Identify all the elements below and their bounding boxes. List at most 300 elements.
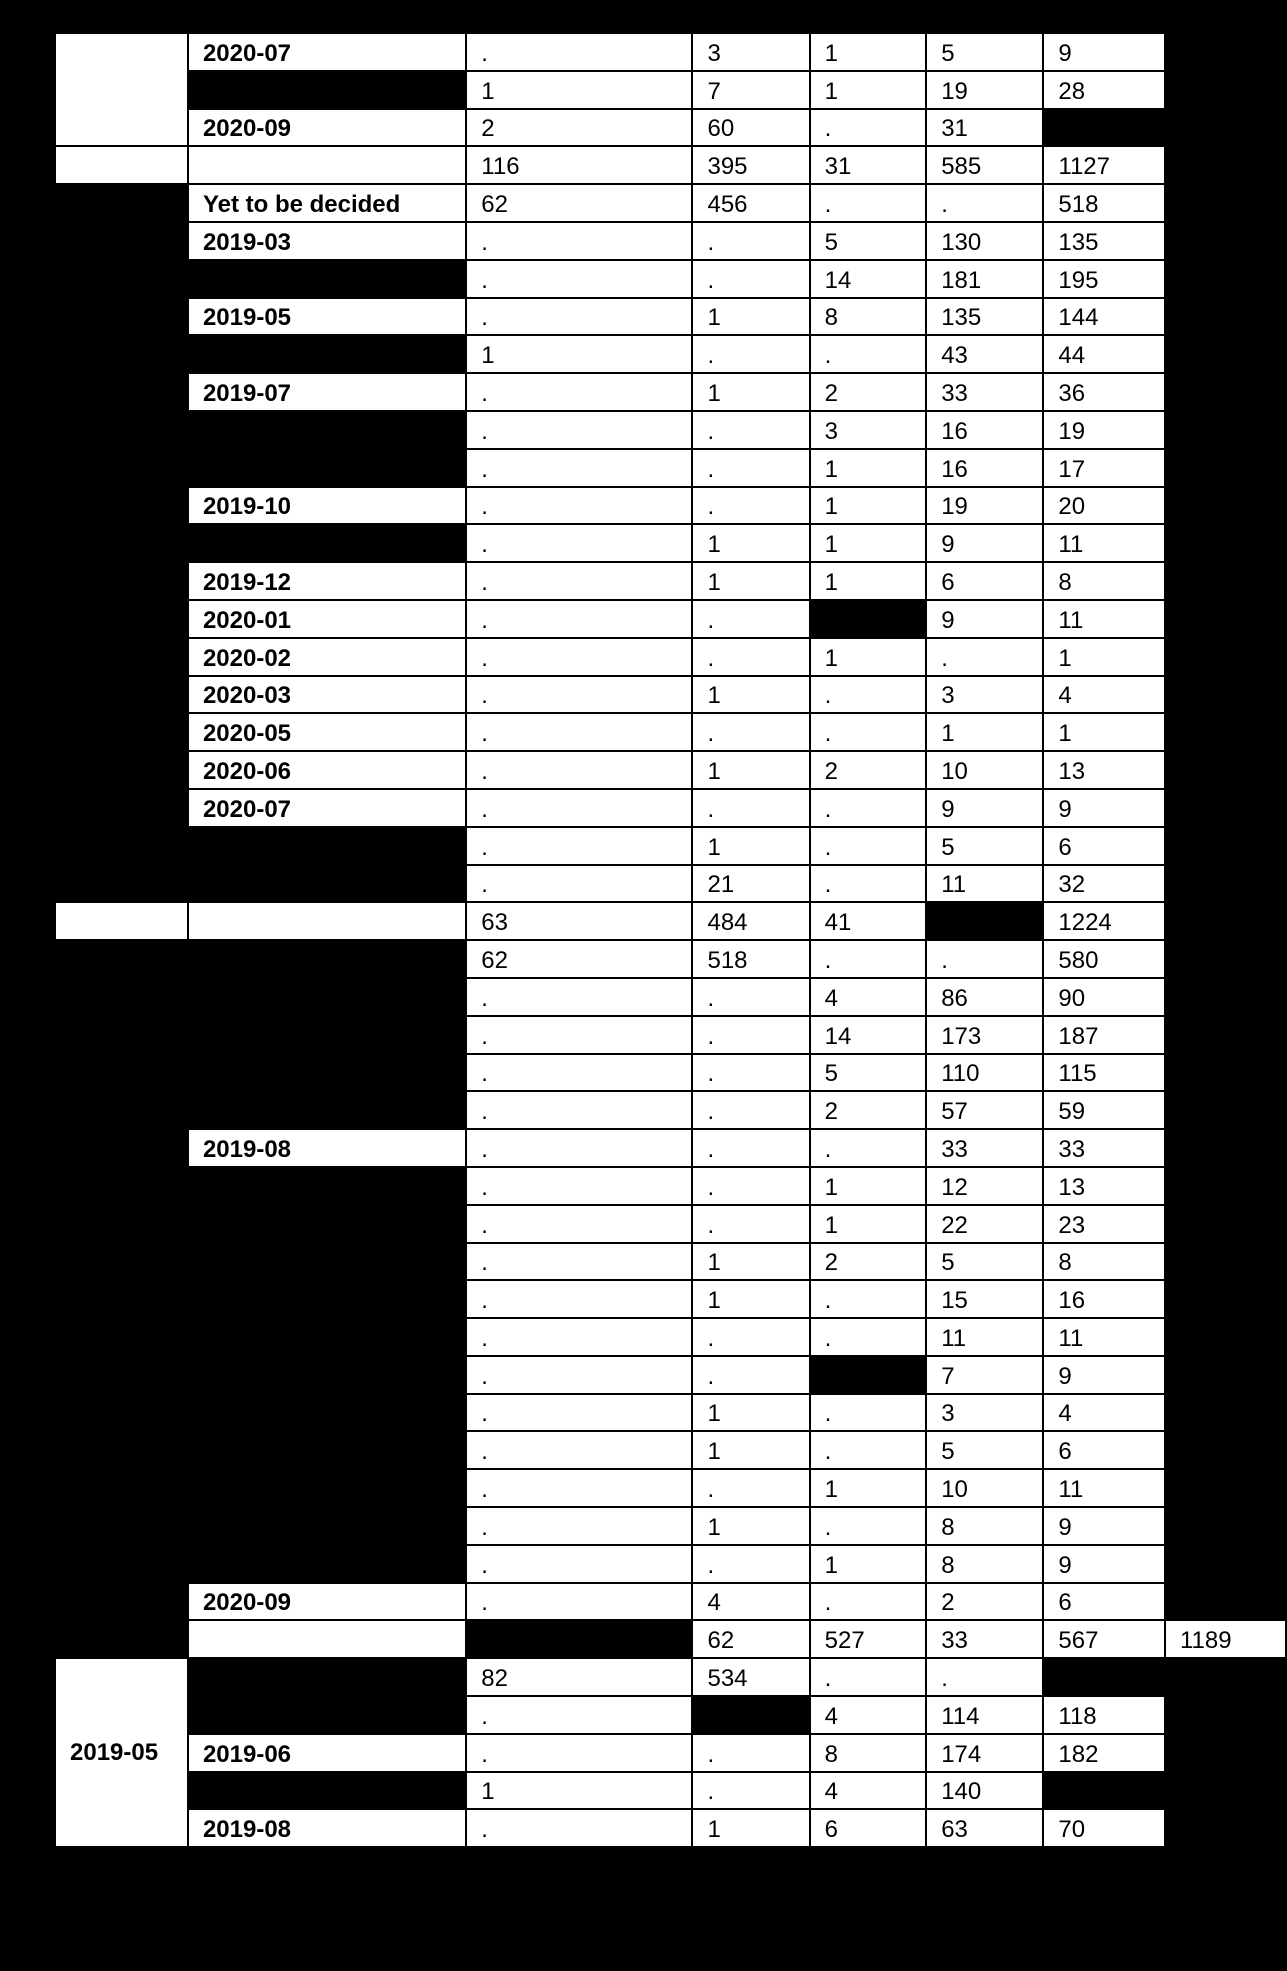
row-label: 2019-12 — [188, 562, 466, 600]
value-cell: 28 — [1043, 71, 1165, 109]
value-cell: 33 — [926, 1620, 1043, 1658]
table-row — [55, 940, 1286, 978]
value-cell — [810, 600, 927, 638]
table-row — [55, 184, 1286, 222]
value-cell: 44 — [1043, 335, 1165, 373]
value-cell: 456 — [692, 184, 809, 222]
table-row — [55, 411, 1286, 449]
value-cell: 1 — [810, 562, 927, 600]
value-cell: 4 — [1043, 676, 1165, 714]
value-cell: 4 — [1043, 1394, 1165, 1432]
value-cell: . — [810, 827, 927, 865]
value-cell: 110 — [926, 1054, 1043, 1092]
table-row — [55, 1772, 1286, 1810]
value-cell: 8 — [926, 1507, 1043, 1545]
row-label: 2019-05 — [188, 298, 466, 336]
value-cell: 2 — [466, 109, 692, 147]
value-cell: 1189 — [1165, 1620, 1286, 1658]
value-cell: 16 — [1043, 1280, 1165, 1318]
row-label — [188, 1243, 466, 1281]
value-cell: 12 — [926, 1167, 1043, 1205]
value-cell: . — [692, 1167, 809, 1205]
value-cell: 31 — [810, 146, 927, 184]
value-cell: 1 — [810, 33, 927, 71]
row-label — [188, 1394, 466, 1432]
value-cell: . — [692, 600, 809, 638]
value-cell: . — [692, 449, 809, 487]
row-label — [188, 71, 466, 109]
value-cell: 5 — [926, 1431, 1043, 1469]
value-cell: 63 — [926, 1809, 1043, 1847]
value-cell: 11 — [1043, 1318, 1165, 1356]
value-cell: . — [466, 1129, 692, 1167]
table-row — [55, 1809, 1286, 1847]
value-cell: 580 — [1043, 940, 1165, 978]
value-cell: . — [466, 1734, 692, 1772]
value-cell: 6 — [1043, 1583, 1165, 1621]
value-cell: . — [692, 1734, 809, 1772]
row-label — [188, 449, 466, 487]
value-cell: 585 — [926, 146, 1043, 184]
value-cell: 3 — [810, 411, 927, 449]
value-cell: 118 — [1043, 1696, 1165, 1734]
value-cell: 11 — [926, 865, 1043, 903]
table-row — [55, 827, 1286, 865]
value-cell: . — [466, 1356, 692, 1394]
row-label — [188, 1318, 466, 1356]
row-label — [188, 827, 466, 865]
value-cell: 6 — [810, 1809, 927, 1847]
value-cell: . — [692, 789, 809, 827]
table-row — [55, 373, 1286, 411]
value-cell: 144 — [1043, 298, 1165, 336]
table-row — [55, 1734, 1286, 1772]
value-cell: . — [926, 184, 1043, 222]
value-cell: 31 — [926, 109, 1043, 147]
row-label — [188, 1205, 466, 1243]
row-label: 2020-07 — [188, 33, 466, 71]
row-label — [188, 1696, 466, 1734]
value-cell: 1 — [810, 1167, 927, 1205]
table-row — [55, 1469, 1286, 1507]
row-label: 2020-06 — [188, 751, 466, 789]
value-cell: 15 — [926, 1280, 1043, 1318]
value-cell: 9 — [1043, 789, 1165, 827]
value-cell: 395 — [692, 146, 809, 184]
value-cell — [926, 902, 1043, 940]
value-cell — [692, 1696, 809, 1734]
value-cell: 187 — [1043, 1016, 1165, 1054]
value-cell: 1 — [810, 524, 927, 562]
value-cell: 33 — [1043, 1129, 1165, 1167]
value-cell: . — [692, 638, 809, 676]
value-cell: . — [466, 260, 692, 298]
value-cell: . — [810, 865, 927, 903]
value-cell: . — [466, 1016, 692, 1054]
row-label — [188, 1658, 466, 1696]
table-row — [55, 524, 1286, 562]
value-cell: 82 — [466, 1658, 692, 1696]
value-cell: 16 — [926, 411, 1043, 449]
value-cell: 1 — [692, 373, 809, 411]
table-row — [55, 146, 1286, 184]
value-cell: 17 — [1043, 449, 1165, 487]
row-label — [188, 1167, 466, 1205]
row-label — [188, 1356, 466, 1394]
value-cell: 6 — [926, 562, 1043, 600]
value-cell: . — [692, 1016, 809, 1054]
row-label — [188, 1054, 466, 1092]
table-row — [55, 33, 1286, 71]
value-cell: 21 — [692, 865, 809, 903]
value-cell: 10 — [926, 751, 1043, 789]
value-cell: 7 — [692, 71, 809, 109]
row-label — [188, 902, 466, 940]
value-cell: . — [466, 676, 692, 714]
value-cell: 5 — [810, 1054, 927, 1092]
value-cell: . — [466, 1280, 692, 1318]
row-label: 2020-09 — [188, 1583, 466, 1621]
row-label: 2020-03 — [188, 676, 466, 714]
table-row — [55, 1658, 1286, 1696]
table-row — [55, 1394, 1286, 1432]
value-cell: . — [466, 1091, 692, 1129]
value-cell: . — [926, 940, 1043, 978]
table-row — [55, 638, 1286, 676]
value-cell: 4 — [810, 978, 927, 1016]
value-cell: 2 — [926, 1583, 1043, 1621]
value-cell: 3 — [926, 1394, 1043, 1432]
value-cell: 41 — [810, 902, 927, 940]
value-cell: 6 — [1043, 827, 1165, 865]
value-cell: 1127 — [1043, 146, 1165, 184]
table-row — [55, 562, 1286, 600]
value-cell: . — [466, 1507, 692, 1545]
value-cell: . — [810, 1280, 927, 1318]
value-cell: . — [466, 1167, 692, 1205]
value-cell: 22 — [926, 1205, 1043, 1243]
value-cell: 8 — [810, 1734, 927, 1772]
value-cell: 86 — [926, 978, 1043, 1016]
value-cell: . — [810, 109, 927, 147]
value-cell: . — [466, 1583, 692, 1621]
value-cell: 484 — [692, 902, 809, 940]
value-cell: 116 — [466, 146, 692, 184]
value-cell — [1043, 109, 1165, 147]
table-row — [55, 1091, 1286, 1129]
value-cell: 60 — [692, 109, 809, 147]
row-label — [188, 146, 466, 184]
table-row — [55, 487, 1286, 525]
value-cell: . — [466, 1431, 692, 1469]
value-cell: 1 — [1043, 713, 1165, 751]
value-cell: 11 — [1043, 1469, 1165, 1507]
value-cell: . — [466, 1545, 692, 1583]
table-row — [55, 1167, 1286, 1205]
table-row — [55, 1507, 1286, 1545]
value-cell: . — [466, 600, 692, 638]
value-cell: . — [692, 713, 809, 751]
value-cell: 1 — [810, 487, 927, 525]
value-cell: . — [810, 789, 927, 827]
value-cell: 1 — [466, 71, 692, 109]
value-cell: . — [466, 562, 692, 600]
row-label — [188, 1016, 466, 1054]
row-label — [188, 1280, 466, 1318]
value-cell: 6 — [1043, 1431, 1165, 1469]
value-cell: 9 — [926, 789, 1043, 827]
value-cell: . — [692, 411, 809, 449]
table-row — [55, 713, 1286, 751]
value-cell: . — [466, 638, 692, 676]
row-label: 2019-03 — [188, 222, 466, 260]
value-cell: 1 — [692, 562, 809, 600]
value-cell: 2 — [810, 1091, 927, 1129]
value-cell: 115 — [1043, 1054, 1165, 1092]
value-cell: . — [692, 1129, 809, 1167]
value-cell: 14 — [810, 1016, 927, 1054]
data-table — [54, 32, 1287, 1848]
value-cell: . — [692, 335, 809, 373]
value-cell: 1 — [692, 827, 809, 865]
value-cell: . — [810, 1394, 927, 1432]
value-cell — [1043, 1658, 1165, 1696]
table-row — [55, 865, 1286, 903]
value-cell: . — [466, 789, 692, 827]
value-cell: . — [810, 1431, 927, 1469]
value-cell: 13 — [1043, 751, 1165, 789]
value-cell: 1 — [692, 298, 809, 336]
table-row — [55, 109, 1286, 147]
value-cell: 33 — [926, 373, 1043, 411]
value-cell: 1 — [810, 1469, 927, 1507]
value-cell: 16 — [926, 449, 1043, 487]
row-label: 2019-06 — [188, 1734, 466, 1772]
row-label — [188, 335, 466, 373]
value-cell: 195 — [1043, 260, 1165, 298]
value-cell: 1 — [692, 676, 809, 714]
row-label: Yet to be decided — [188, 184, 466, 222]
row-label: 2020-05 — [188, 713, 466, 751]
row-label — [466, 1620, 692, 1658]
table-row — [55, 1696, 1286, 1734]
value-cell: 7 — [926, 1356, 1043, 1394]
value-cell: . — [466, 411, 692, 449]
table-row — [55, 1356, 1286, 1394]
value-cell: 9 — [1043, 1356, 1165, 1394]
group-cell — [55, 184, 188, 902]
value-cell: 1 — [810, 638, 927, 676]
value-cell: . — [810, 1129, 927, 1167]
value-cell: 534 — [692, 1658, 809, 1696]
value-cell: 4 — [810, 1772, 927, 1810]
value-cell: 9 — [926, 524, 1043, 562]
value-cell: 19 — [1043, 411, 1165, 449]
row-label — [188, 865, 466, 903]
value-cell: 90 — [1043, 978, 1165, 1016]
value-cell: . — [466, 1696, 692, 1734]
value-cell: 32 — [1043, 865, 1165, 903]
table-row — [55, 449, 1286, 487]
group-cell — [55, 940, 188, 1658]
row-label — [188, 1469, 466, 1507]
value-cell: . — [692, 1091, 809, 1129]
value-cell: 182 — [1043, 1734, 1165, 1772]
table-row — [55, 676, 1286, 714]
value-cell: 8 — [1043, 1243, 1165, 1281]
value-cell: 1224 — [1043, 902, 1165, 940]
table-row — [55, 600, 1286, 638]
value-cell: 9 — [1043, 33, 1165, 71]
value-cell: . — [692, 1205, 809, 1243]
value-cell: . — [466, 524, 692, 562]
value-cell: 135 — [926, 298, 1043, 336]
value-cell — [1043, 1772, 1165, 1810]
value-cell: . — [926, 638, 1043, 676]
value-cell: 57 — [926, 1091, 1043, 1129]
value-cell: 43 — [926, 335, 1043, 373]
value-cell: 1 — [692, 1280, 809, 1318]
table-row — [55, 902, 1286, 940]
value-cell: . — [466, 487, 692, 525]
row-label — [188, 1507, 466, 1545]
group-cell: 2019-05 — [55, 1658, 188, 1847]
value-cell: . — [466, 865, 692, 903]
value-cell: 130 — [926, 222, 1043, 260]
value-cell: 181 — [926, 260, 1043, 298]
value-cell: . — [692, 1772, 809, 1810]
value-cell: 1 — [692, 1809, 809, 1847]
value-cell: 8 — [810, 298, 927, 336]
value-cell: 2 — [810, 373, 927, 411]
value-cell: . — [692, 1054, 809, 1092]
value-cell: 173 — [926, 1016, 1043, 1054]
value-cell: 62 — [466, 940, 692, 978]
table-row — [55, 1545, 1286, 1583]
value-cell: . — [466, 1318, 692, 1356]
value-cell: . — [692, 1356, 809, 1394]
value-cell: . — [692, 260, 809, 298]
row-label: 2020-07 — [188, 789, 466, 827]
value-cell: . — [926, 1658, 1043, 1696]
value-cell: . — [466, 1054, 692, 1092]
value-cell: 4 — [810, 1696, 927, 1734]
value-cell: . — [692, 1318, 809, 1356]
value-cell: . — [810, 676, 927, 714]
table-row — [55, 1280, 1286, 1318]
value-cell: . — [466, 33, 692, 71]
value-cell: 8 — [1043, 562, 1165, 600]
value-cell: 2 — [810, 1243, 927, 1281]
value-cell: . — [810, 940, 927, 978]
value-cell: . — [466, 1469, 692, 1507]
value-cell: . — [810, 713, 927, 751]
value-cell: 8 — [926, 1545, 1043, 1583]
row-label — [188, 940, 466, 978]
table-row — [55, 751, 1286, 789]
value-cell: 62 — [466, 184, 692, 222]
group-cell — [55, 902, 188, 940]
value-cell: . — [466, 827, 692, 865]
row-label — [188, 524, 466, 562]
value-cell: 1 — [810, 1545, 927, 1583]
value-cell: . — [466, 449, 692, 487]
value-cell: 36 — [1043, 373, 1165, 411]
value-cell: . — [692, 222, 809, 260]
value-cell: . — [810, 1507, 927, 1545]
table-row — [55, 1583, 1286, 1621]
value-cell: 19 — [926, 71, 1043, 109]
value-cell: . — [466, 978, 692, 1016]
value-cell: . — [466, 373, 692, 411]
value-cell: . — [692, 1469, 809, 1507]
value-cell: 3 — [692, 33, 809, 71]
value-cell: . — [466, 1243, 692, 1281]
value-cell: 70 — [1043, 1809, 1165, 1847]
value-cell: 63 — [466, 902, 692, 940]
value-cell: 5 — [926, 827, 1043, 865]
value-cell: . — [692, 978, 809, 1016]
row-label: 2019-07 — [188, 373, 466, 411]
value-cell: 135 — [1043, 222, 1165, 260]
row-label — [188, 978, 466, 1016]
value-cell: 2 — [810, 751, 927, 789]
value-cell: 1 — [692, 1243, 809, 1281]
value-cell: 11 — [926, 1318, 1043, 1356]
value-cell: 1 — [810, 449, 927, 487]
value-cell: 11 — [1043, 524, 1165, 562]
value-cell: . — [692, 487, 809, 525]
table-row — [55, 298, 1286, 336]
value-cell: 5 — [810, 222, 927, 260]
value-cell: 20 — [1043, 487, 1165, 525]
table-row — [55, 1431, 1286, 1469]
row-label — [188, 1545, 466, 1583]
value-cell: 9 — [1043, 1545, 1165, 1583]
table-row — [55, 222, 1286, 260]
value-cell: 174 — [926, 1734, 1043, 1772]
table-row — [55, 71, 1286, 109]
table-row — [55, 1129, 1286, 1167]
row-label — [188, 1431, 466, 1469]
value-cell: 5 — [926, 1243, 1043, 1281]
table-row — [55, 1243, 1286, 1281]
value-cell: 10 — [926, 1469, 1043, 1507]
table-body — [55, 33, 1286, 1847]
value-cell: . — [466, 713, 692, 751]
value-cell: 114 — [926, 1696, 1043, 1734]
value-cell: 19 — [926, 487, 1043, 525]
row-label — [188, 411, 466, 449]
value-cell: . — [466, 1394, 692, 1432]
row-label: 2019-08 — [188, 1809, 466, 1847]
value-cell: . — [466, 298, 692, 336]
table-row — [55, 260, 1286, 298]
row-label — [188, 1772, 466, 1810]
value-cell: . — [810, 1658, 927, 1696]
value-cell: 59 — [1043, 1091, 1165, 1129]
value-cell: 1 — [692, 751, 809, 789]
row-label: 2020-02 — [188, 638, 466, 676]
value-cell: 1 — [466, 1772, 692, 1810]
value-cell: 1 — [810, 1205, 927, 1243]
row-label: 2019-08 — [188, 1129, 466, 1167]
value-cell: . — [810, 184, 927, 222]
value-cell: . — [692, 1545, 809, 1583]
value-cell: 518 — [1043, 184, 1165, 222]
value-cell: 1 — [810, 71, 927, 109]
value-cell: 527 — [810, 1620, 927, 1658]
